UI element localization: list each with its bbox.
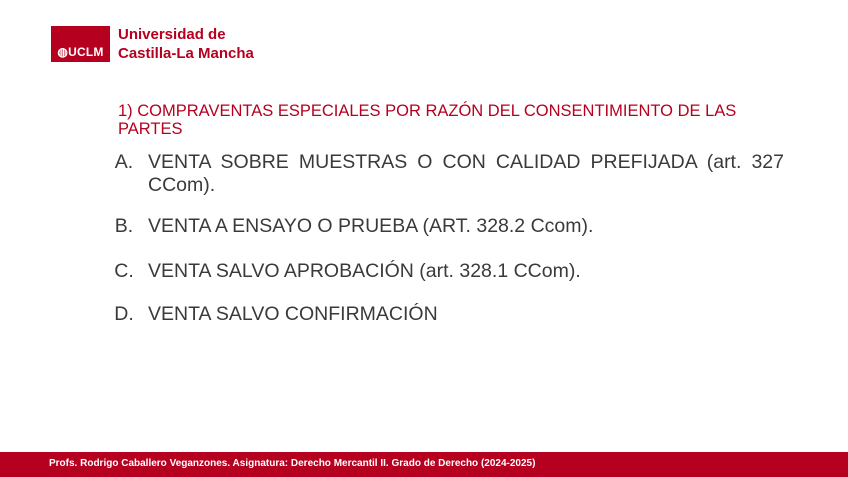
list-item-b bbox=[100, 215, 784, 238]
list-item-letter: A. bbox=[114, 151, 134, 173]
university-name-line1: Universidad de bbox=[118, 26, 226, 43]
university-logo bbox=[51, 26, 110, 62]
footer-bar bbox=[0, 452, 848, 477]
list-item-letter: D. bbox=[114, 303, 134, 325]
logo-symbol-icon: ◍ bbox=[57, 45, 69, 59]
list-item-text: VENTA A ENSAYO O PRUEBA (ART. 328.2 Ccom). bbox=[148, 215, 594, 237]
list-item-letter: C. bbox=[114, 260, 134, 282]
list-item-text: VENTA SALVO CONFIRMACIÓN bbox=[148, 303, 438, 325]
list-item-text: VENTA SOBRE MUESTRAS O CON CALIDAD PREFIJADA (art. 327 CCom). bbox=[148, 151, 784, 196]
slide-title: 1) COMPRAVENTAS ESPECIALES POR RAZÓN DEL CONSENTIMIENTO DE LAS PARTES bbox=[118, 102, 737, 138]
university-name-line2: Castilla-La Mancha bbox=[118, 45, 254, 62]
list-item-d bbox=[100, 303, 784, 326]
list-item-c bbox=[100, 260, 784, 283]
university-name bbox=[118, 25, 254, 63]
footer-text: Profs. Rodrigo Caballero Veganzones. Asignatura: Derecho Mercantil II. Grado de Derecho (2024-2025) bbox=[49, 458, 536, 469]
logo-abbreviation: ◍UCLM bbox=[57, 45, 104, 59]
list-item-text: VENTA SALVO APROBACIÓN (art. 328.1 CCom). bbox=[148, 260, 581, 282]
list-item-a bbox=[100, 151, 784, 197]
list-item-letter: B. bbox=[114, 215, 134, 237]
